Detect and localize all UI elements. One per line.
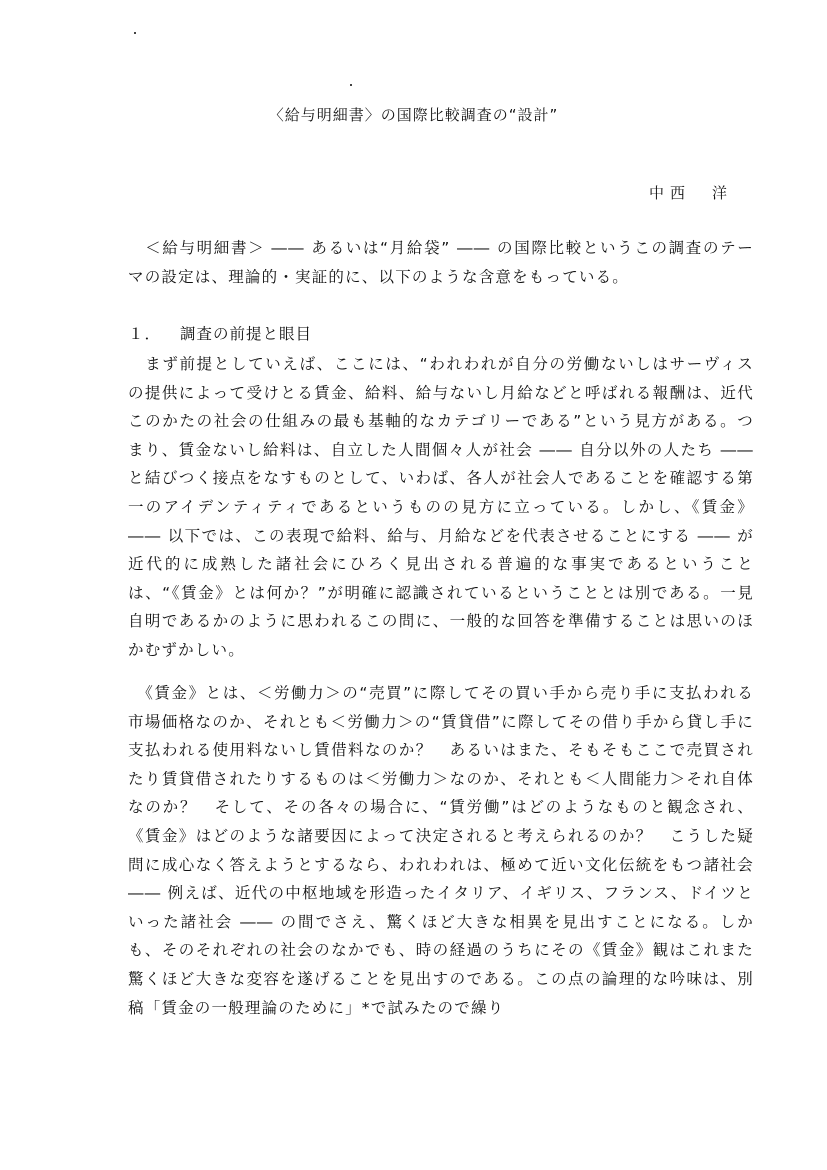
section-title: 調査の前提と眼目 bbox=[180, 325, 313, 343]
section-heading bbox=[128, 322, 312, 344]
document-title: 〈給与明細書〉の国際比較調査の“設計” bbox=[268, 106, 559, 124]
scan-speck bbox=[134, 32, 136, 34]
body-paragraph: まず前提としていえば、ここには、“われわれが自分の労働ないしはサーヴィスの提供によって受けとる賃金、給料、給与ないし月給などと呼ばれる報酬は、近代このかたの社会の仕組みの最も基軸的なカテゴリーである”という見方がある。つまり、賃金ないし給料は、自立した人間個々人が社会 ―― 自分以外の人たち ―― と結びつく接点をなすものとして、いわば、各人が社会人であることを確認する第一のアイデンティティであるというものの見方に立っている。しかし、《賃金》 ―― 以下では、この表現で給料、給与、月給などを代表させることにする ―― が近代的に成熟した諸社会にひろく見出される普遍的な事実であるということは、“《賃金》とは何か？”が明確に認識されているということとは別である。一見自明であるかのように思われるこの問に、一般的な回答を準備することは思いのほかむずかしい。 bbox=[128, 355, 754, 659]
section-number: １． bbox=[128, 325, 162, 343]
intro-paragraph: ＜給与明細書＞ ―― あるいは“月給袋” ―― の国際比較というこの調査のテーマの設定は、理論的・実証的に、以下のような含意をもっている。 bbox=[128, 239, 754, 286]
body-paragraph: 《賃金》とは、＜労働力＞の“売買”に際してその買い手から売り手に支払われる市場価格なのか、それとも＜労働力＞の“賃貸借”に際してその借り手から貸し手に支払われる使用料ないし賃借料なのか？ あるいはまた、そもそもここで売買されたり賃貸借されたりするものは＜労働力＞なのか、それとも＜人間能力＞それ自体なのか？ そして、その各々の場合に、“賃労働”はどのようなものと観念され、《賃金》はどのような諸要因によって決定されると考えられるのか？ こうした疑問に成心なく答えようとするなら、われわれは、極めて近い文化伝統をもつ諸社会 ―― 例えば、近代の中枢地域を形造ったイタリア、イギリス、フランス、ドイツといった諸社会 ―― の間でさえ、驚くほど大きな相異を見出すことになる。しかも、そのそれぞれの社会のなかでも、時の経過のうちにその《賃金》観はこれまた驚くほど大きな変容を遂げることを見出すのである。この点の論理的な吟味は、別稿「賃金の一般理論のために」*で試みたので繰り bbox=[128, 684, 754, 1017]
author-name: 中西 洋 bbox=[648, 184, 733, 202]
scan-speck bbox=[350, 84, 352, 86]
